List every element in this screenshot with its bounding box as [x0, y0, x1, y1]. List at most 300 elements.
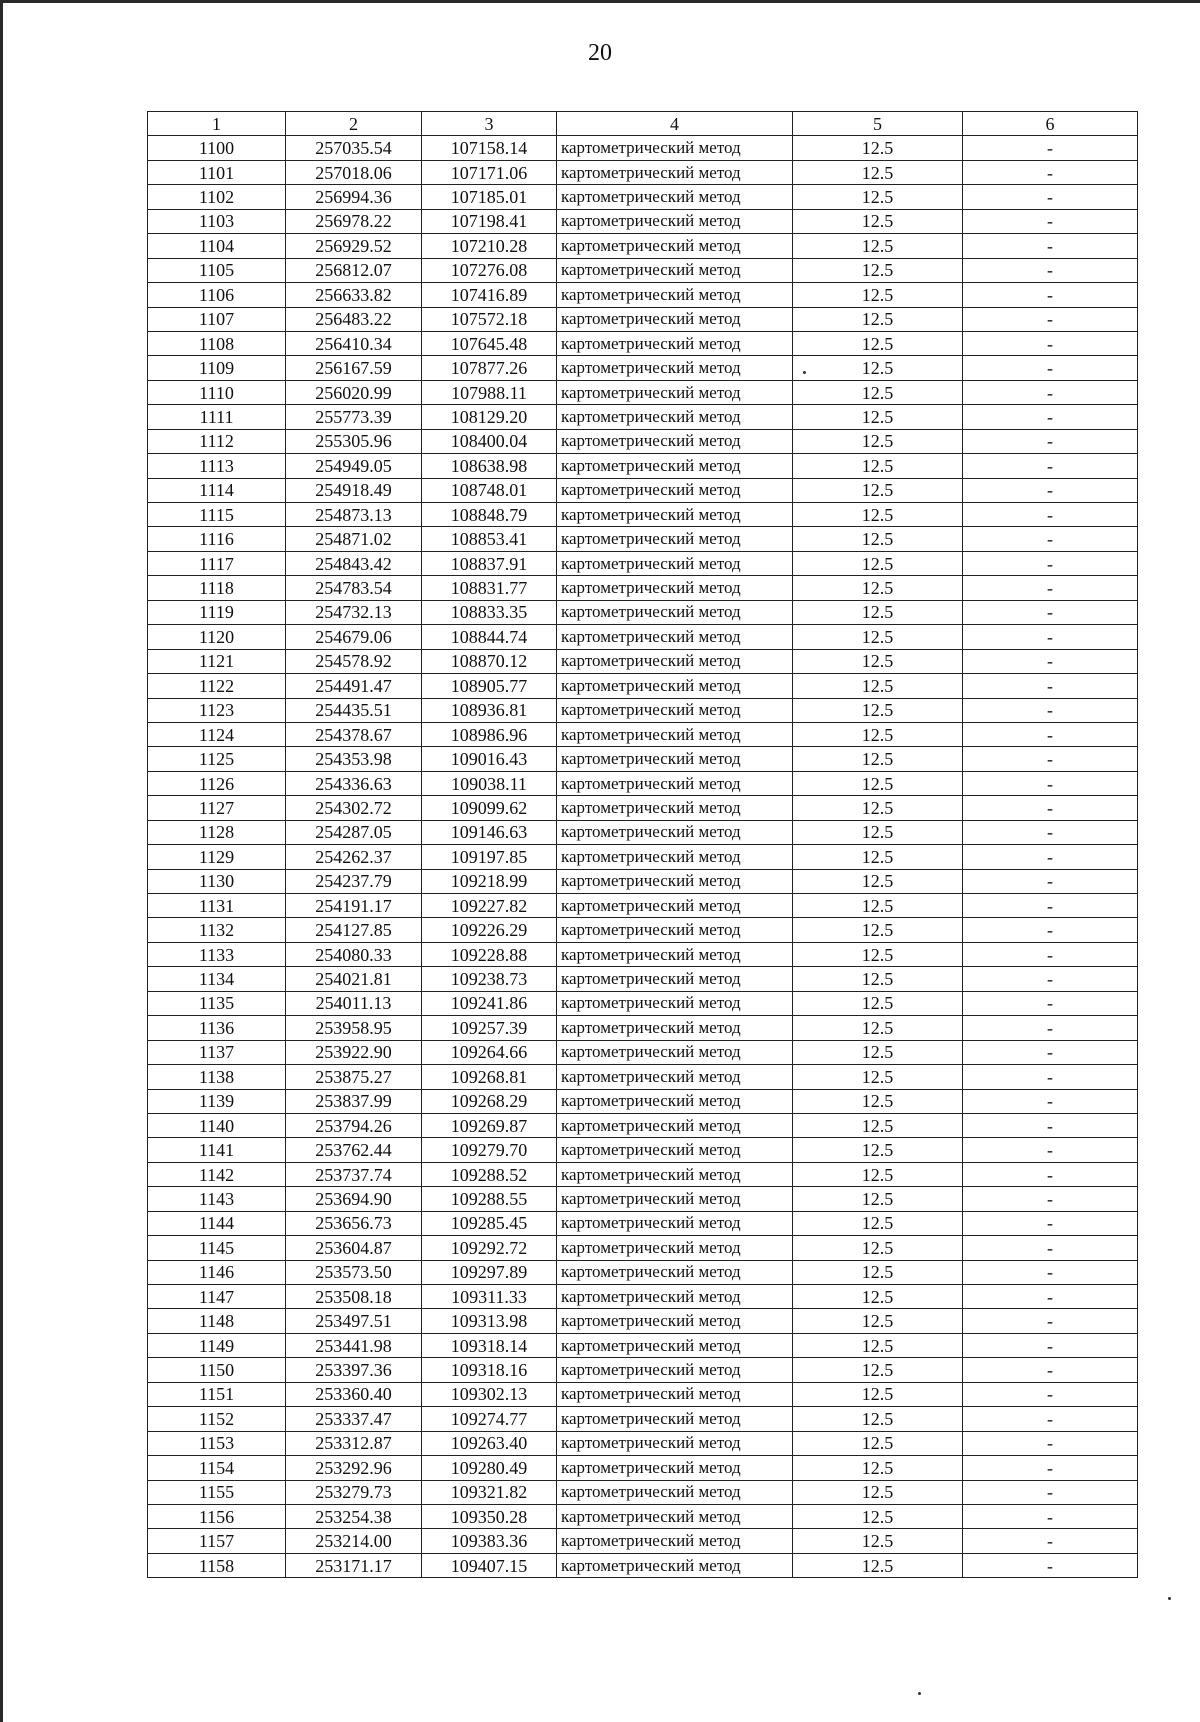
table-cell-col6: - — [963, 307, 1138, 331]
table-cell-col5: 12.5 — [793, 649, 963, 673]
table-cell-col6: - — [963, 1285, 1138, 1309]
table-cell-col3: 108831.77 — [422, 576, 557, 600]
table-cell-col3: 108936.81 — [422, 698, 557, 722]
table-cell-col5: 12.5 — [793, 1089, 963, 1113]
table-cell-col6: - — [963, 380, 1138, 404]
table-cell-col4: картометрический метод — [557, 136, 793, 160]
table-cell-col2: 253337.47 — [286, 1407, 422, 1431]
table-cell-col6: - — [963, 991, 1138, 1015]
table-cell-col1: 1135 — [148, 991, 286, 1015]
table-cell-col2: 255773.39 — [286, 405, 422, 429]
table-cell-col3: 109407.15 — [422, 1553, 557, 1577]
table-cell-col4: картометрический метод — [557, 1016, 793, 1040]
table-cell-col4: картометрический метод — [557, 747, 793, 771]
table-cell-col4: картометрический метод — [557, 894, 793, 918]
table-cell-col5: 12.5 — [793, 283, 963, 307]
table-cell-col2: 253573.50 — [286, 1260, 422, 1284]
table-cell-col2: 254011.13 — [286, 991, 422, 1015]
table-cell-col3: 107198.41 — [422, 209, 557, 233]
table-cell-col5: 12.5 — [793, 1358, 963, 1382]
table-row — [148, 1358, 1138, 1382]
table-cell-col4: картометрический метод — [557, 1113, 793, 1137]
table-cell-col2: 254578.92 — [286, 649, 422, 673]
table-cell-col4: картометрический метод — [557, 1333, 793, 1357]
table-cell-col5: 12.5 — [793, 845, 963, 869]
coordinates-table — [147, 111, 1138, 1578]
table-cell-col3: 108129.20 — [422, 405, 557, 429]
table-row — [148, 1260, 1138, 1284]
table-cell-col1: 1103 — [148, 209, 286, 233]
table-cell-col2: 256410.34 — [286, 331, 422, 355]
table-cell-col6: - — [963, 674, 1138, 698]
table-cell-col3: 109321.82 — [422, 1480, 557, 1504]
table-row — [148, 283, 1138, 307]
table-cell-col6: - — [963, 1089, 1138, 1113]
table-cell-col1: 1134 — [148, 967, 286, 991]
table-cell-col2: 253837.99 — [286, 1089, 422, 1113]
table-cell-col1: 1112 — [148, 429, 286, 453]
table-cell-col1: 1131 — [148, 894, 286, 918]
table-cell-col5: 12.5 — [793, 185, 963, 209]
table-row — [148, 136, 1138, 160]
table-row — [148, 1285, 1138, 1309]
table-cell-col3: 107645.48 — [422, 331, 557, 355]
table-row — [148, 503, 1138, 527]
table-cell-col1: 1126 — [148, 771, 286, 795]
table-cell-col5: 12.5 — [793, 771, 963, 795]
table-cell-col4: картометрический метод — [557, 283, 793, 307]
table-cell-col3: 109279.70 — [422, 1138, 557, 1162]
table-cell-col6: - — [963, 649, 1138, 673]
table-cell-col5: 12.5 — [793, 796, 963, 820]
table-cell-col2: 254127.85 — [286, 918, 422, 942]
table-cell-col1: 1148 — [148, 1309, 286, 1333]
table-cell-col1: 1107 — [148, 307, 286, 331]
table-cell-col2: 253875.27 — [286, 1065, 422, 1089]
table-row — [148, 1113, 1138, 1137]
table-cell-col2: 253794.26 — [286, 1113, 422, 1137]
table-cell-col6: - — [963, 1407, 1138, 1431]
table-cell-col3: 108853.41 — [422, 527, 557, 551]
table-cell-col4: картометрический метод — [557, 1358, 793, 1382]
table-cell-col4: картометрический метод — [557, 625, 793, 649]
table-cell-col4: картометрический метод — [557, 1211, 793, 1235]
table-row — [148, 1382, 1138, 1406]
table-cell-col4: картометрический метод — [557, 380, 793, 404]
table-cell-col6: - — [963, 1113, 1138, 1137]
table-cell-col2: 253171.17 — [286, 1553, 422, 1577]
table-cell-col3: 107158.14 — [422, 136, 557, 160]
table-cell-col1: 1153 — [148, 1431, 286, 1455]
table-row — [148, 1236, 1138, 1260]
table-cell-col5: 12.5 — [793, 1211, 963, 1235]
table-cell-col5: 12.5 — [793, 405, 963, 429]
table-cell-col3: 107185.01 — [422, 185, 557, 209]
table-row — [148, 380, 1138, 404]
table-cell-col5: 12.5 — [793, 894, 963, 918]
table-cell-col2: 254302.72 — [286, 796, 422, 820]
table-cell-col1: 1114 — [148, 478, 286, 502]
table-row — [148, 649, 1138, 673]
table-cell-col6: - — [963, 1260, 1138, 1284]
table-cell-col6: - — [963, 820, 1138, 844]
table-cell-col3: 109302.13 — [422, 1382, 557, 1406]
table-cell-col4: картометрический метод — [557, 1187, 793, 1211]
table-row — [148, 771, 1138, 795]
table-cell-col1: 1104 — [148, 234, 286, 258]
table-cell-col5: 12.5 — [793, 1456, 963, 1480]
table-cell-col4: картометрический метод — [557, 674, 793, 698]
table-cell-col5: 12.5 — [793, 698, 963, 722]
table-cell-col1: 1146 — [148, 1260, 286, 1284]
table-cell-col6: - — [963, 283, 1138, 307]
table-cell-col6: - — [963, 356, 1138, 380]
table-cell-col1: 1105 — [148, 258, 286, 282]
table-cell-col4: картометрический метод — [557, 1480, 793, 1504]
table-cell-col6: - — [963, 1333, 1138, 1357]
table-cell-col1: 1157 — [148, 1529, 286, 1553]
table-cell-col3: 108400.04 — [422, 429, 557, 453]
table-cell-col5: 12.5 — [793, 918, 963, 942]
table-row — [148, 820, 1138, 844]
table-cell-col5: 12.5 — [793, 160, 963, 184]
table-row — [148, 551, 1138, 575]
table-cell-col6: - — [963, 625, 1138, 649]
table-cell-col6: - — [963, 331, 1138, 355]
table-cell-col2: 255305.96 — [286, 429, 422, 453]
table-cell-col4: картометрический метод — [557, 331, 793, 355]
table-cell-col6: - — [963, 185, 1138, 209]
table-cell-col5: 12.5 — [793, 380, 963, 404]
table-cell-col4: картометрический метод — [557, 698, 793, 722]
table-cell-col5: 12.5 — [793, 747, 963, 771]
table-cell-col1: 1145 — [148, 1236, 286, 1260]
table-cell-col5: 12.5 — [793, 551, 963, 575]
table-row — [148, 209, 1138, 233]
table-row — [148, 967, 1138, 991]
table-cell-col3: 109264.66 — [422, 1040, 557, 1064]
table-cell-col2: 253762.44 — [286, 1138, 422, 1162]
table-cell-col3: 107276.08 — [422, 258, 557, 282]
table-cell-col3: 109297.89 — [422, 1260, 557, 1284]
table-row — [148, 600, 1138, 624]
table-cell-col2: 257018.06 — [286, 160, 422, 184]
table-row — [148, 454, 1138, 478]
table-cell-col1: 1155 — [148, 1480, 286, 1504]
table-cell-col3: 109038.11 — [422, 771, 557, 795]
table-cell-col6: - — [963, 551, 1138, 575]
table-cell-col3: 109350.28 — [422, 1504, 557, 1528]
table-cell-col4: картометрический метод — [557, 1285, 793, 1309]
table-cell-col2: 254679.06 — [286, 625, 422, 649]
table-cell-col1: 1136 — [148, 1016, 286, 1040]
table-cell-col5: 12.5 — [793, 1065, 963, 1089]
table-cell-col2: 253737.74 — [286, 1162, 422, 1186]
table-cell-col6: - — [963, 1480, 1138, 1504]
table-cell-col2: 253441.98 — [286, 1333, 422, 1357]
table-cell-col5: 12.5 — [793, 1236, 963, 1260]
table-cell-col1: 1100 — [148, 136, 286, 160]
table-cell-col1: 1109 — [148, 356, 286, 380]
table-cell-col4: картометрический метод — [557, 1309, 793, 1333]
table-row — [148, 1456, 1138, 1480]
table-row — [148, 1138, 1138, 1162]
table-row — [148, 356, 1138, 380]
table-cell-col6: - — [963, 894, 1138, 918]
table-row — [148, 1407, 1138, 1431]
table-row — [148, 991, 1138, 1015]
table-cell-col4: картометрический метод — [557, 185, 793, 209]
table-cell-col3: 108905.77 — [422, 674, 557, 698]
table-cell-col2: 253958.95 — [286, 1016, 422, 1040]
table-cell-col2: 256633.82 — [286, 283, 422, 307]
page-number: 20 — [588, 40, 612, 66]
table-cell-col3: 109146.63 — [422, 820, 557, 844]
table-row — [148, 894, 1138, 918]
table-cell-col3: 109257.39 — [422, 1016, 557, 1040]
table-row — [148, 1529, 1138, 1553]
table-cell-col1: 1147 — [148, 1285, 286, 1309]
column-header-1: 1 — [148, 112, 286, 136]
table-cell-col5: 12.5 — [793, 1504, 963, 1528]
table-cell-col5: 12.5 — [793, 1285, 963, 1309]
table-cell-col2: 253497.51 — [286, 1309, 422, 1333]
table-cell-col2: 254237.79 — [286, 869, 422, 893]
column-header-6: 6 — [963, 112, 1138, 136]
scan-speck — [1168, 1597, 1171, 1600]
table-cell-col2: 254871.02 — [286, 527, 422, 551]
table-cell-col1: 1124 — [148, 722, 286, 746]
table-cell-col1: 1108 — [148, 331, 286, 355]
table-cell-col5: 12.5 — [793, 991, 963, 1015]
table-row — [148, 1431, 1138, 1455]
table-cell-col1: 1144 — [148, 1211, 286, 1235]
table-cell-col4: картометрический метод — [557, 527, 793, 551]
table-cell-col4: картометрический метод — [557, 1431, 793, 1455]
table-cell-col5: 12.5 — [793, 258, 963, 282]
table-cell-col3: 108870.12 — [422, 649, 557, 673]
table-cell-col4: картометрический метод — [557, 234, 793, 258]
table-row — [148, 1016, 1138, 1040]
table-row — [148, 747, 1138, 771]
table-cell-col3: 109311.33 — [422, 1285, 557, 1309]
table-row — [148, 160, 1138, 184]
table-cell-col2: 257035.54 — [286, 136, 422, 160]
table-cell-col2: 254435.51 — [286, 698, 422, 722]
table-cell-col1: 1156 — [148, 1504, 286, 1528]
table-cell-col6: - — [963, 503, 1138, 527]
table-row — [148, 331, 1138, 355]
table-cell-col3: 109099.62 — [422, 796, 557, 820]
table-cell-col2: 254262.37 — [286, 845, 422, 869]
table-cell-col2: 254378.67 — [286, 722, 422, 746]
table-cell-col4: картометрический метод — [557, 722, 793, 746]
table-row — [148, 1187, 1138, 1211]
table-cell-col2: 254287.05 — [286, 820, 422, 844]
table-cell-col5: 12.5 — [793, 454, 963, 478]
table-cell-col4: картометрический метод — [557, 1260, 793, 1284]
table-row — [148, 942, 1138, 966]
table-cell-col1: 1150 — [148, 1358, 286, 1382]
table-cell-col1: 1149 — [148, 1333, 286, 1357]
table-cell-col4: картометрический метод — [557, 820, 793, 844]
table-cell-col2: 254873.13 — [286, 503, 422, 527]
table-cell-col1: 1143 — [148, 1187, 286, 1211]
table-cell-col2: 253397.36 — [286, 1358, 422, 1382]
table-cell-col2: 254732.13 — [286, 600, 422, 624]
table-row — [148, 185, 1138, 209]
table-cell-col1: 1152 — [148, 1407, 286, 1431]
table-cell-col4: картометрический метод — [557, 551, 793, 575]
table-cell-col5: 12.5 — [793, 1113, 963, 1137]
table-cell-col1: 1158 — [148, 1553, 286, 1577]
table-cell-col1: 1142 — [148, 1162, 286, 1186]
table-cell-col4: картометрический метод — [557, 258, 793, 282]
table-cell-col5: 12.5 — [793, 942, 963, 966]
table-row — [148, 1480, 1138, 1504]
table-row — [148, 1553, 1138, 1577]
table-cell-col2: 256994.36 — [286, 185, 422, 209]
table-cell-col4: картометрический метод — [557, 1456, 793, 1480]
table-cell-col2: 256929.52 — [286, 234, 422, 258]
table-cell-col1: 1154 — [148, 1456, 286, 1480]
table-cell-col5: 12.5 — [793, 967, 963, 991]
table-cell-col6: - — [963, 234, 1138, 258]
table-cell-col4: картометрический метод — [557, 307, 793, 331]
scan-border-left — [0, 0, 3, 1722]
table-cell-col4: картометрический метод — [557, 649, 793, 673]
table-cell-col6: - — [963, 796, 1138, 820]
table-cell-col5: 12.5 — [793, 478, 963, 502]
table-cell-col2: 256167.59 — [286, 356, 422, 380]
table-cell-col5: 12.5 — [793, 1309, 963, 1333]
table-cell-col1: 1122 — [148, 674, 286, 698]
table-cell-col2: 253214.00 — [286, 1529, 422, 1553]
table-cell-col4: картометрический метод — [557, 405, 793, 429]
table-cell-col2: 253312.87 — [286, 1431, 422, 1455]
table-cell-col6: - — [963, 1016, 1138, 1040]
table-cell-col6: - — [963, 942, 1138, 966]
table-cell-col1: 1102 — [148, 185, 286, 209]
table-cell-col1: 1125 — [148, 747, 286, 771]
table-row — [148, 258, 1138, 282]
table-cell-col4: картометрический метод — [557, 918, 793, 942]
table-cell-col3: 109263.40 — [422, 1431, 557, 1455]
table-row — [148, 307, 1138, 331]
table-cell-col2: 256020.99 — [286, 380, 422, 404]
table-row — [148, 796, 1138, 820]
table-cell-col4: картометрический метод — [557, 845, 793, 869]
table-cell-col5: 12.5 — [793, 1260, 963, 1284]
table-cell-col3: 109280.49 — [422, 1456, 557, 1480]
table-cell-col1: 1138 — [148, 1065, 286, 1089]
table-cell-col1: 1132 — [148, 918, 286, 942]
table-cell-col6: - — [963, 1358, 1138, 1382]
table-cell-col5: 12.5 — [793, 1162, 963, 1186]
table-row — [148, 845, 1138, 869]
table-cell-col1: 1118 — [148, 576, 286, 600]
table-cell-col4: картометрический метод — [557, 503, 793, 527]
table-cell-col6: - — [963, 1309, 1138, 1333]
table-cell-col4: картометрический метод — [557, 1529, 793, 1553]
table-cell-col4: картометрический метод — [557, 160, 793, 184]
table-cell-col3: 109269.87 — [422, 1113, 557, 1137]
table-cell-col3: 108833.35 — [422, 600, 557, 624]
table-cell-col3: 109285.45 — [422, 1211, 557, 1235]
table-cell-col5: 12.5 — [793, 1431, 963, 1455]
table-row — [148, 429, 1138, 453]
table-cell-col2: 254949.05 — [286, 454, 422, 478]
table-cell-col5: 12.5 — [793, 527, 963, 551]
table-cell-col2: 253508.18 — [286, 1285, 422, 1309]
table-cell-col2: 253922.90 — [286, 1040, 422, 1064]
table-cell-col1: 1139 — [148, 1089, 286, 1113]
table-row — [148, 478, 1138, 502]
table-cell-col3: 108638.98 — [422, 454, 557, 478]
table-cell-col3: 109268.29 — [422, 1089, 557, 1113]
table-cell-col6: - — [963, 1553, 1138, 1577]
table-cell-col6: - — [963, 209, 1138, 233]
scan-speck — [918, 1692, 921, 1695]
table-cell-col1: 1133 — [148, 942, 286, 966]
table-cell-col5: 12.5 — [793, 1138, 963, 1162]
table-cell-col3: 107572.18 — [422, 307, 557, 331]
table-cell-col3: 109318.14 — [422, 1333, 557, 1357]
table-cell-col3: 107416.89 — [422, 283, 557, 307]
table-row — [148, 405, 1138, 429]
table-cell-col3: 108986.96 — [422, 722, 557, 746]
table-cell-col2: 254191.17 — [286, 894, 422, 918]
table-cell-col4: картометрический метод — [557, 991, 793, 1015]
table-cell-col1: 1119 — [148, 600, 286, 624]
table-cell-col1: 1116 — [148, 527, 286, 551]
table-cell-col6: - — [963, 1382, 1138, 1406]
table-cell-col3: 107210.28 — [422, 234, 557, 258]
table-cell-col6: - — [963, 160, 1138, 184]
table-cell-col5: 12.5 — [793, 1480, 963, 1504]
table-cell-col2: 253656.73 — [286, 1211, 422, 1235]
table-cell-col2: 256483.22 — [286, 307, 422, 331]
table-row — [148, 1309, 1138, 1333]
table-cell-col3: 107988.11 — [422, 380, 557, 404]
table-cell-col4: картометрический метод — [557, 1407, 793, 1431]
table-cell-col4: картометрический метод — [557, 600, 793, 624]
table-row — [148, 869, 1138, 893]
table-cell-col1: 1121 — [148, 649, 286, 673]
table-cell-col1: 1111 — [148, 405, 286, 429]
table-cell-col1: 1123 — [148, 698, 286, 722]
column-header-3: 3 — [422, 112, 557, 136]
table-cell-col4: картометрический метод — [557, 1504, 793, 1528]
header-row — [148, 112, 1138, 136]
table-cell-col1: 1120 — [148, 625, 286, 649]
table-cell-col3: 109016.43 — [422, 747, 557, 771]
table-cell-col2: 256812.07 — [286, 258, 422, 282]
table-cell-col5: 12.5 — [793, 576, 963, 600]
scan-border-top — [0, 0, 1200, 3]
table-cell-col4: картометрический метод — [557, 1089, 793, 1113]
table-cell-col3: 109288.55 — [422, 1187, 557, 1211]
table-row — [148, 722, 1138, 746]
table-cell-col5: 12.5 — [793, 307, 963, 331]
table-cell-col2: 254080.33 — [286, 942, 422, 966]
table-cell-col6: - — [963, 771, 1138, 795]
table-cell-col3: 107877.26 — [422, 356, 557, 380]
table-cell-col1: 1115 — [148, 503, 286, 527]
table-cell-col5: 12.5 — [793, 429, 963, 453]
table-cell-col5: 12.5 — [793, 209, 963, 233]
table-cell-col4: картометрический метод — [557, 454, 793, 478]
